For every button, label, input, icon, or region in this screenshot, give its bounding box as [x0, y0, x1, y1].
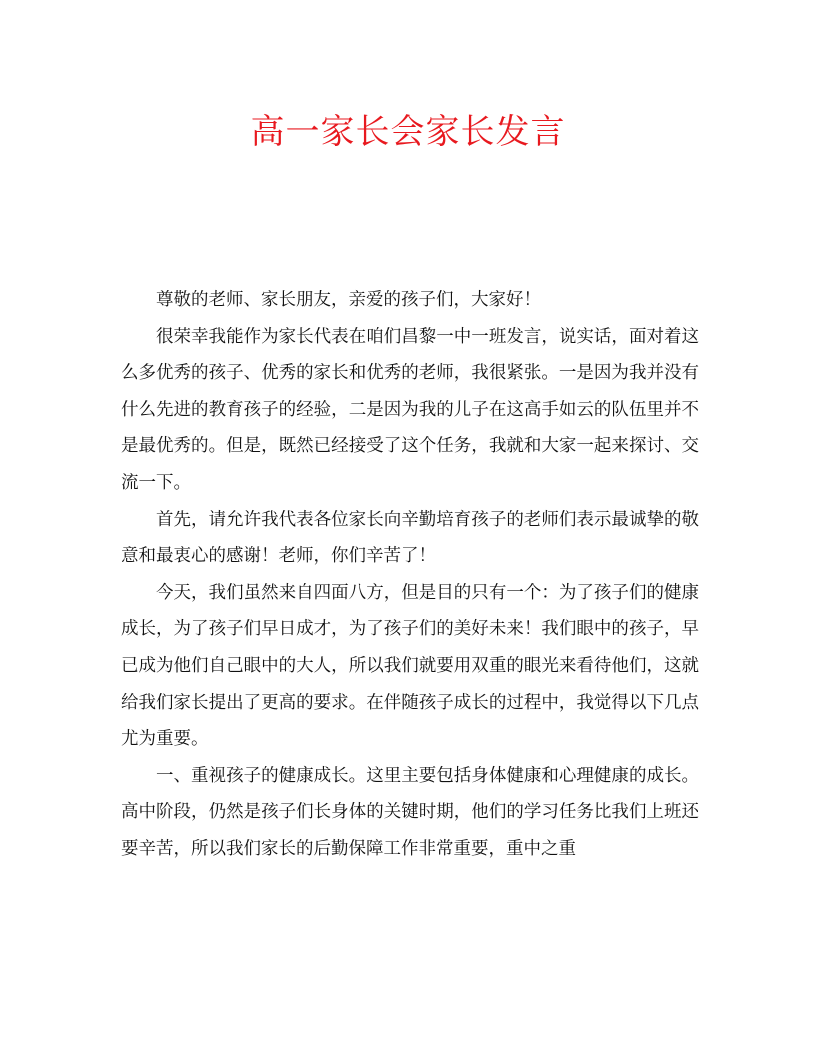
document-body: [121, 282, 699, 868]
paragraph-purpose: 今天，我们虽然来自四面八方，但是目的只有一个：为了孩子们的健康成长，为了孩子们早日成才，为了孩子们的美好未来！我们眼中的孩子，早已成为他们自己眼中的大人，所以我们就要用双重的眼光来看待他们，这就给我们家长提出了更高的要求。在伴随孩子成长的过程中，我觉得以下几点尤为重要。: [121, 582, 699, 750]
paragraph-point-one: 一、重视孩子的健康成长。这里主要包括身体健康和心理健康的成长。高中阶段，仍然是孩子们长身体的关键时期，他们的学习任务比我们上班还要辛苦，所以我们家长的后勤保障工作非常重要，重中之重: [121, 765, 699, 859]
paragraph-introduction: 很荣幸我能作为家长代表在咱们昌黎一中一班发言，说实话，面对着这么多优秀的孩子、优秀的家长和优秀的老师，我很紧张。一是因为我并没有什么先进的教育孩子的经验，二是因为我的儿子在这高手如云的队伍里并不是最优秀的。但是，既然已经接受了这个任务，我就和大家一起来探讨、交流一下。: [121, 326, 699, 493]
document-title: 高一家长会家长发言: [250, 112, 566, 152]
paragraph-thanks: 首先，请允许我代表各位家长向辛勤培育孩子的老师们表示最诚挚的敬意和最衷心的感谢！老师，你们辛苦了！: [121, 509, 699, 567]
paragraph-greeting: 尊敬的老师、家长朋友，亲爱的孩子们，大家好！: [156, 290, 541, 310]
